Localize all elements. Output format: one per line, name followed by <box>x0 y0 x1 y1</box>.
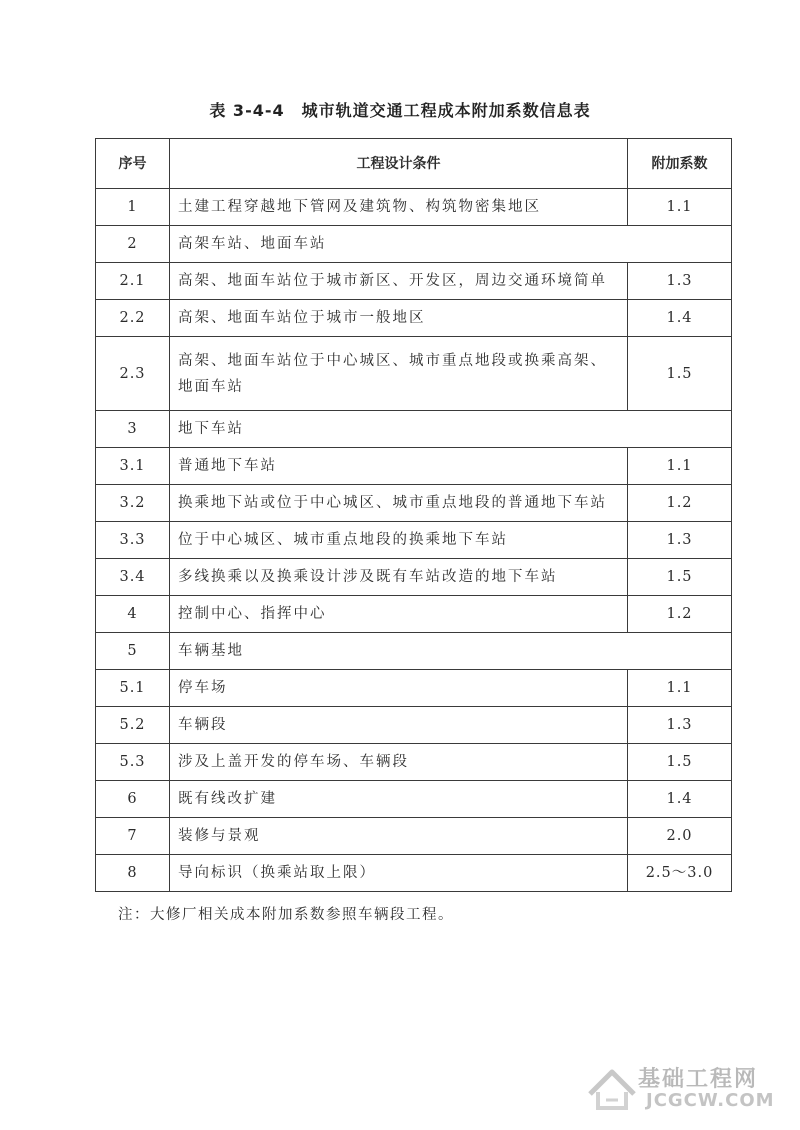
cell-coefficient: 1.5 <box>628 744 732 781</box>
cell-no: 3.1 <box>96 448 170 485</box>
cell-coefficient: 1.4 <box>628 300 732 337</box>
header-condition: 工程设计条件 <box>170 139 628 189</box>
watermark <box>586 1060 786 1116</box>
cell-condition: 土建工程穿越地下管网及建筑物、构筑物密集地区 <box>170 189 628 226</box>
cell-no: 5.1 <box>96 670 170 707</box>
cell-no: 5.2 <box>96 707 170 744</box>
table-row <box>96 596 732 633</box>
cell-no: 6 <box>96 781 170 818</box>
cell-no: 5 <box>96 633 170 670</box>
table-row <box>96 855 732 892</box>
table-row <box>96 744 732 781</box>
house-logo-icon <box>586 1064 638 1112</box>
table-row <box>96 448 732 485</box>
cell-condition: 车辆段 <box>170 707 628 744</box>
table-row <box>96 633 732 670</box>
cell-coefficient: 1.5 <box>628 559 732 596</box>
cell-coefficient: 1.1 <box>628 189 732 226</box>
table-row <box>96 522 732 559</box>
cell-condition: 高架、地面车站位于城市一般地区 <box>170 300 628 337</box>
cell-coefficient: 1.1 <box>628 670 732 707</box>
cell-condition: 导向标识（换乘站取上限） <box>170 855 628 892</box>
cell-no: 3 <box>96 411 170 448</box>
cell-coefficient: 1.2 <box>628 596 732 633</box>
cell-coefficient: 1.3 <box>628 263 732 300</box>
cell-coefficient: 1.3 <box>628 707 732 744</box>
cell-no: 2.1 <box>96 263 170 300</box>
table-row <box>96 300 732 337</box>
table-row <box>96 559 732 596</box>
cell-no: 1 <box>96 189 170 226</box>
coefficient-table <box>95 138 732 892</box>
cell-coefficient: 1.2 <box>628 485 732 522</box>
cell-condition: 普通地下车站 <box>170 448 628 485</box>
cell-condition: 停车场 <box>170 670 628 707</box>
table-title: 表 3-4-4 城市轨道交通工程成本附加系数信息表 <box>209 101 591 120</box>
cell-coefficient: 1.4 <box>628 781 732 818</box>
cell-coefficient: 2.0 <box>628 818 732 855</box>
cell-no: 3.2 <box>96 485 170 522</box>
header-coefficient: 附加系数 <box>628 139 732 189</box>
table-header-row <box>96 139 732 189</box>
cell-condition: 装修与景观 <box>170 818 628 855</box>
cell-no: 2.2 <box>96 300 170 337</box>
table-row <box>96 670 732 707</box>
cell-no: 4 <box>96 596 170 633</box>
cell-no: 7 <box>96 818 170 855</box>
cell-no: 2.3 <box>96 337 170 411</box>
table-row <box>96 818 732 855</box>
cell-condition: 高架、地面车站位于中心城区、城市重点地段或换乘高架、地面车站 <box>170 337 628 411</box>
cell-coefficient: 1.3 <box>628 522 732 559</box>
cell-condition: 地下车站 <box>170 411 732 448</box>
table-body <box>96 189 732 892</box>
cell-no: 3.4 <box>96 559 170 596</box>
cell-no: 5.3 <box>96 744 170 781</box>
table-row <box>96 411 732 448</box>
cell-condition: 多线换乘以及换乘设计涉及既有车站改造的地下车站 <box>170 559 628 596</box>
cell-no: 2 <box>96 226 170 263</box>
cell-coefficient: 1.5 <box>628 337 732 411</box>
table-row <box>96 707 732 744</box>
table-row <box>96 263 732 300</box>
cell-no: 3.3 <box>96 522 170 559</box>
cell-condition: 控制中心、指挥中心 <box>170 596 628 633</box>
table-note: 注：大修厂相关成本附加系数参照车辆段工程。 <box>118 907 454 923</box>
cell-condition: 车辆基地 <box>170 633 732 670</box>
cell-condition: 换乘地下站或位于中心城区、城市重点地段的普通地下车站 <box>170 485 628 522</box>
table-row <box>96 781 732 818</box>
watermark-url: JCGCW.COM <box>646 1090 775 1111</box>
table-row <box>96 485 732 522</box>
cell-condition: 既有线改扩建 <box>170 781 628 818</box>
cell-coefficient: 2.5～3.0 <box>628 855 732 892</box>
cell-coefficient: 1.1 <box>628 448 732 485</box>
cell-condition: 涉及上盖开发的停车场、车辆段 <box>170 744 628 781</box>
table-row <box>96 337 732 411</box>
cell-no: 8 <box>96 855 170 892</box>
cell-condition: 高架车站、地面车站 <box>170 226 732 263</box>
header-no: 序号 <box>96 139 170 189</box>
cell-condition: 位于中心城区、城市重点地段的换乘地下车站 <box>170 522 628 559</box>
cell-condition: 高架、地面车站位于城市新区、开发区，周边交通环境简单 <box>170 263 628 300</box>
table-row <box>96 189 732 226</box>
table-row <box>96 226 732 263</box>
watermark-logo-text: 基础工程网 <box>638 1067 759 1092</box>
